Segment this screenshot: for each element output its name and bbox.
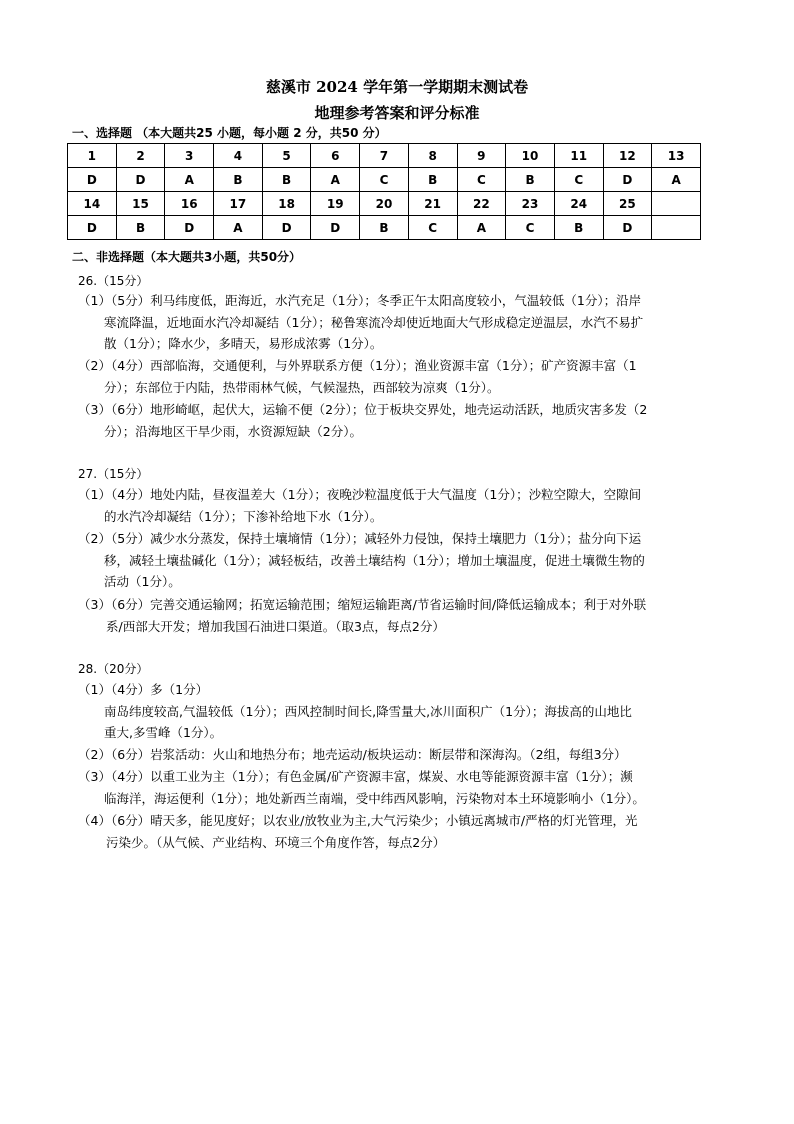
answer-line: 分）；东部位于内陆，热带雨林气候，气候湿热，西部较为凉爽（1分）。 [104, 379, 500, 395]
empty-cell [652, 192, 701, 216]
question-number-cell: 1 [68, 144, 117, 168]
question-number-cell: 15 [116, 192, 165, 216]
answer-cell: B [360, 216, 409, 240]
answer-cell: C [457, 168, 506, 192]
question-28-heading: 28.（20分） [78, 662, 149, 676]
answer-line: （1）（5分）利马纬度低，距海近，水汽充足（1分）；冬季正午太阳高度较小，气温较低（1分）；沿岸 [78, 293, 642, 308]
question-number-cell: 10 [506, 144, 555, 168]
answer-line: （4）（6分）晴天多，能见度好；以农业/放牧业为主,大气污染少；小镇远离城市/严格的灯光管理，光 [78, 813, 638, 828]
question-number-cell: 25 [603, 192, 652, 216]
answer-line: 散（1分）；降水少，多晴天，易形成浓雾（1分）。 [104, 336, 383, 351]
answer-cell: A [214, 216, 263, 240]
q28-answer-2 [78, 744, 718, 766]
document-subtitle: 地理参考答案和评分标准 [314, 104, 480, 122]
question-number-cell: 20 [360, 192, 409, 216]
answer-line: 活动（1分）。 [104, 574, 181, 589]
answer-cell: D [311, 216, 360, 240]
question-number-cell: 4 [214, 144, 263, 168]
section-multiple-choice-heading: 一、选择题 （本大题共25 小题，每小题 2 分，共50 分） [72, 126, 387, 140]
question-number-cell: 9 [457, 144, 506, 168]
answer-line: （3）（6分）完善交通运输网；拓宽运输范围；缩短运输距离/节省运输时间/降低运输成本；利于对外联 [78, 597, 647, 612]
question-number-cell: 12 [603, 144, 652, 168]
question-number-cell: 5 [262, 144, 311, 168]
answer-line: 临海洋，海运便利（1分）；地处新西兰南端，受中纬西风影响，污染物对本土环境影响小（1分）。 [104, 790, 645, 806]
question-27-heading: 27.（15分） [78, 467, 149, 481]
answer-line: 重大,多雪峰（1分）。 [104, 725, 223, 740]
question-number-cell: 8 [408, 144, 457, 168]
empty-cell [652, 216, 701, 240]
question-number-cell: 19 [311, 192, 360, 216]
answer-cell: C [506, 216, 555, 240]
answer-line: （2）（5分）减少水分蒸发，保持土壤墒情（1分）；减轻外力侵蚀，保持土壤肥力（1分）；盐分向下运 [78, 531, 642, 546]
answer-cell: A [652, 168, 701, 192]
answer-cell: D [262, 216, 311, 240]
question-number-cell: 6 [311, 144, 360, 168]
answer-cell: D [603, 216, 652, 240]
answer-cell: D [165, 216, 214, 240]
answer-cell: B [214, 168, 263, 192]
q26-answer-3 [78, 399, 718, 442]
answer-line: 南岛纬度较高,气温较低（1分）；西风控制时间长,降雪量大,冰川面积广（1分）；海拔高的山地比 [104, 703, 632, 719]
q27-answer-3 [78, 594, 718, 637]
document-title: 慈溪市 2024 学年第一学期期末测试卷 [265, 78, 529, 96]
answer-line: 分）；沿海地区干旱少雨，水资源短缺（2分）。 [104, 423, 362, 439]
answer-line: （2）（4分）西部临海，交通便利，与外界联系方便（1分）；渔业资源丰富（1分）；矿产资源丰富（1 [78, 358, 637, 373]
q26-answer-2 [78, 355, 718, 398]
answer-cell: A [457, 216, 506, 240]
section-non-choice-heading: 二、非选择题（本大题共3小题，共50分） [72, 250, 302, 264]
table-row [68, 216, 701, 240]
answer-cell: B [554, 216, 603, 240]
answer-cell: C [554, 168, 603, 192]
answer-table [67, 143, 701, 240]
question-number-cell: 16 [165, 192, 214, 216]
answer-cell: B [262, 168, 311, 192]
answer-cell: C [360, 168, 409, 192]
answer-cell: A [165, 168, 214, 192]
question-number-cell: 23 [506, 192, 555, 216]
answer-line: （3）（6分）地形崎岖，起伏大，运输不便（2分）；位于板块交界处，地壳运动活跃，地质灾害多发（2 [78, 402, 648, 417]
answer-cell: D [68, 216, 117, 240]
question-number-cell: 11 [554, 144, 603, 168]
q28-answer-3 [78, 766, 718, 809]
q27-answer-2 [78, 528, 718, 593]
answer-line: 系/西部大开发；增加我国石油进口渠道。（取3点，每点2分） [106, 618, 445, 634]
question-number-cell: 7 [360, 144, 409, 168]
answer-line: 移，减轻土壤盐碱化（1分）；减轻板结，改善土壤结构（1分）；增加土壤温度，促进土壤微生物的 [104, 552, 645, 568]
table-row [68, 168, 701, 192]
question-number-cell: 24 [554, 192, 603, 216]
answer-line: 污染少。（从气候、产业结构、环境三个角度作答，每点2分） [106, 834, 446, 850]
answer-cell: C [408, 216, 457, 240]
question-number-cell: 17 [214, 192, 263, 216]
answer-line: 寒流降温，近地面水汽冷却凝结（1分）；秘鲁寒流冷却使近地面大气形成稳定逆温层，水汽不易扩 [104, 314, 644, 330]
question-26-heading: 26.（15分） [78, 274, 149, 288]
answer-cell: B [408, 168, 457, 192]
answer-cell: D [603, 168, 652, 192]
answer-line: （3）（4分）以重工业为主（1分）；有色金属/矿产资源丰富，煤炭、水电等能源资源丰富（1分）；濒 [78, 769, 633, 784]
answer-line: 的水汽冷却凝结（1分）；下渗补给地下水（1分）。 [104, 508, 383, 524]
question-number-cell: 2 [116, 144, 165, 168]
table-row [68, 192, 701, 216]
answer-cell: B [116, 216, 165, 240]
question-number-cell: 18 [262, 192, 311, 216]
answer-line: （1）（4分）地处内陆，昼夜温差大（1分）；夜晚沙粒温度低于大气温度（1分）；沙粒空隙大，空隙间 [78, 487, 642, 502]
question-number-cell: 14 [68, 192, 117, 216]
question-number-cell: 21 [408, 192, 457, 216]
q28-answer-4 [78, 810, 718, 853]
question-number-cell: 22 [457, 192, 506, 216]
answer-cell: D [116, 168, 165, 192]
answer-cell: A [311, 168, 360, 192]
answer-cell: D [68, 168, 117, 192]
question-number-cell: 3 [165, 144, 214, 168]
answer-line: （1）（4分）多（1分） [78, 682, 209, 697]
q27-answer-1 [78, 484, 718, 527]
question-number-cell: 13 [652, 144, 701, 168]
answer-cell: B [506, 168, 555, 192]
answer-line: （2）（6分）岩浆活动：火山和地热分布；地壳运动/板块运动：断层带和深海沟。（2组，每组3分） [78, 747, 627, 762]
table-row [68, 144, 701, 168]
q28-answer-1 [78, 679, 718, 744]
q26-answer-1 [78, 290, 718, 355]
